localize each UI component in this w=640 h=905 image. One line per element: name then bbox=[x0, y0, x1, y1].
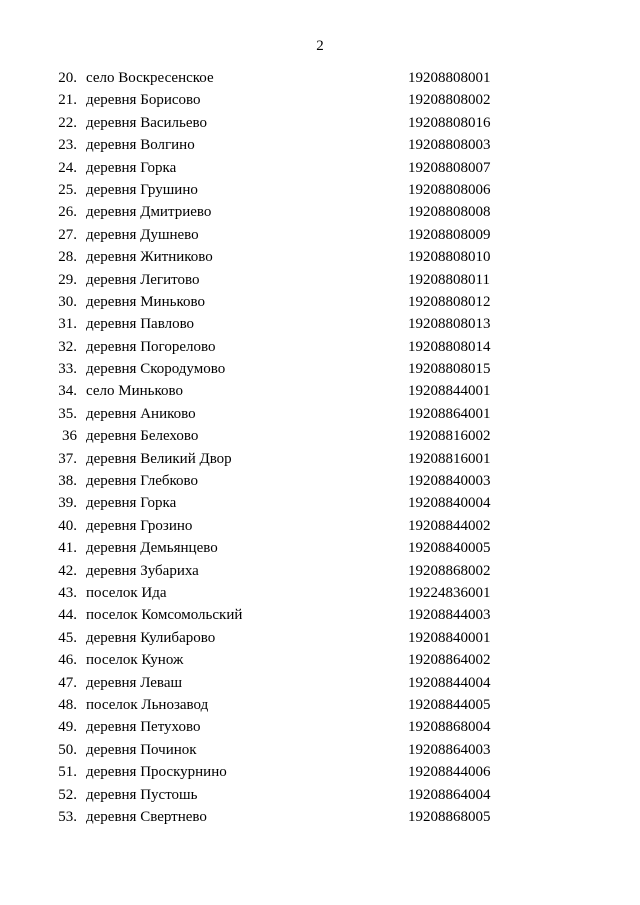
list-item bbox=[0, 67, 640, 89]
list-item bbox=[0, 582, 640, 604]
row-number: 53. bbox=[58, 808, 77, 825]
list-item bbox=[0, 492, 640, 514]
settlement-code: 19208808012 bbox=[408, 293, 491, 310]
settlement-name: деревня Дмитриево bbox=[86, 204, 212, 221]
settlement-name: деревня Грозино bbox=[86, 517, 193, 534]
row-number: 45. bbox=[58, 629, 77, 646]
settlement-name: деревня Зубариха bbox=[86, 562, 199, 579]
list-item bbox=[0, 784, 640, 806]
list-item bbox=[0, 560, 640, 582]
settlement-code: 19208840003 bbox=[408, 473, 491, 490]
row-number: 26. bbox=[58, 204, 77, 221]
settlement-code: 19208808011 bbox=[408, 271, 490, 288]
settlement-code: 19208840004 bbox=[408, 495, 491, 512]
list-item bbox=[0, 313, 640, 335]
list-item bbox=[0, 336, 640, 358]
row-number: 25. bbox=[58, 181, 77, 198]
list-item bbox=[0, 470, 640, 492]
row-number: 35. bbox=[58, 405, 77, 422]
settlement-code: 19208840005 bbox=[408, 540, 491, 557]
settlement-code: 19208868005 bbox=[408, 808, 491, 825]
row-number: 37. bbox=[58, 450, 77, 467]
row-number: 23. bbox=[58, 137, 77, 154]
settlement-code: 19208844002 bbox=[408, 517, 491, 534]
settlement-name: деревня Легитово bbox=[86, 271, 200, 288]
list-item bbox=[0, 134, 640, 156]
list-item bbox=[0, 649, 640, 671]
settlement-code: 19208844001 bbox=[408, 383, 491, 400]
settlement-code: 19208864003 bbox=[408, 741, 491, 758]
settlement-code: 19208864001 bbox=[408, 405, 491, 422]
settlement-name: деревня Душнево bbox=[86, 226, 199, 243]
settlement-name: поселок Комсомольский bbox=[86, 607, 243, 624]
list-item bbox=[0, 694, 640, 716]
settlement-name: деревня Проскурнино bbox=[86, 764, 227, 781]
list-item bbox=[0, 358, 640, 380]
row-number: 41. bbox=[58, 540, 77, 557]
settlement-code: 19208808001 bbox=[408, 70, 491, 86]
settlement-name: деревня Волгино bbox=[86, 137, 195, 154]
row-number: 39. bbox=[58, 495, 77, 512]
settlement-name: деревня Леваш bbox=[86, 674, 183, 691]
settlement-code: 19208844005 bbox=[408, 696, 491, 713]
row-number: 43. bbox=[58, 584, 77, 601]
settlement-name: деревня Васильево bbox=[86, 114, 208, 131]
row-number: 44. bbox=[58, 607, 77, 624]
settlement-name: деревня Житниково bbox=[86, 249, 213, 266]
settlement-name: деревня Горка bbox=[86, 495, 177, 512]
settlement-code: 19208844003 bbox=[408, 607, 491, 624]
settlement-name: деревня Великий Двор bbox=[86, 450, 232, 467]
row-number: 24. bbox=[58, 159, 77, 176]
settlement-code: 19208808013 bbox=[408, 316, 491, 333]
settlement-name: поселок Ида bbox=[86, 584, 167, 601]
settlement-code: 19224836001 bbox=[408, 584, 491, 601]
list-item bbox=[0, 425, 640, 447]
settlement-name: деревня Борисово bbox=[86, 92, 201, 109]
settlement-name: деревня Петухово bbox=[86, 719, 201, 736]
row-number: 42. bbox=[58, 562, 77, 579]
list-item bbox=[0, 112, 640, 134]
row-number: 48. bbox=[58, 696, 77, 713]
list-item bbox=[0, 224, 640, 246]
list-item bbox=[0, 380, 640, 402]
settlement-list bbox=[0, 67, 640, 828]
list-item bbox=[0, 246, 640, 268]
settlement-code: 19208816001 bbox=[408, 450, 491, 467]
settlement-name: деревня Свертнево bbox=[86, 808, 207, 825]
list-item bbox=[0, 403, 640, 425]
settlement-code: 19208816002 bbox=[408, 428, 491, 445]
row-number: 31. bbox=[58, 316, 77, 333]
settlement-name: деревня Аниково bbox=[86, 405, 196, 422]
list-item bbox=[0, 201, 640, 223]
list-item bbox=[0, 627, 640, 649]
row-number: 46. bbox=[58, 652, 77, 669]
list-item bbox=[0, 515, 640, 537]
list-item bbox=[0, 179, 640, 201]
settlement-code: 19208808008 bbox=[408, 204, 491, 221]
row-number: 30. bbox=[58, 293, 77, 310]
list-item bbox=[0, 291, 640, 313]
list-item bbox=[0, 672, 640, 694]
row-number: 32. bbox=[58, 338, 77, 355]
settlement-code: 19208868004 bbox=[408, 719, 491, 736]
settlement-code: 19208844006 bbox=[408, 764, 491, 781]
list-item bbox=[0, 157, 640, 179]
row-number: 47. bbox=[58, 674, 77, 691]
settlement-code: 19208808007 bbox=[408, 159, 491, 176]
settlement-code: 19208808014 bbox=[408, 338, 491, 355]
list-item bbox=[0, 537, 640, 559]
row-number: 36 bbox=[62, 428, 77, 445]
settlement-name: деревня Починок bbox=[86, 741, 197, 758]
row-number: 40. bbox=[58, 517, 77, 534]
settlement-code: 19208864002 bbox=[408, 652, 491, 669]
row-number: 33. bbox=[58, 361, 77, 378]
list-item bbox=[0, 89, 640, 111]
settlement-name: деревня Миньково bbox=[86, 293, 205, 310]
settlement-code: 19208808003 bbox=[408, 137, 491, 154]
row-number: 49. bbox=[58, 719, 77, 736]
list-item bbox=[0, 269, 640, 291]
settlement-code: 19208868002 bbox=[408, 562, 491, 579]
settlement-code: 19208808010 bbox=[408, 249, 491, 266]
settlement-code: 19208808015 bbox=[408, 361, 491, 378]
row-number: 22. bbox=[58, 114, 77, 131]
list-item bbox=[0, 448, 640, 470]
row-number: 29. bbox=[58, 271, 77, 288]
settlement-name: деревня Пустошь bbox=[86, 786, 198, 803]
row-number: 52. bbox=[58, 786, 77, 803]
list-item bbox=[0, 604, 640, 626]
row-number: 21. bbox=[58, 92, 77, 109]
settlement-code: 19208864004 bbox=[408, 786, 491, 803]
settlement-code: 19208808009 bbox=[408, 226, 491, 243]
row-number: 50. bbox=[58, 741, 77, 758]
row-number: 20. bbox=[58, 70, 77, 86]
settlement-code: 19208844004 bbox=[408, 674, 491, 691]
settlement-name: деревня Погорелово bbox=[86, 338, 216, 355]
settlement-name: деревня Демьянцево bbox=[86, 540, 218, 557]
settlement-name: село Миньково bbox=[86, 383, 183, 400]
settlement-name: деревня Грушино bbox=[86, 181, 198, 198]
settlement-name: поселок Льнозавод bbox=[86, 696, 209, 713]
settlement-name: деревня Горка bbox=[86, 159, 177, 176]
settlement-name: деревня Кулибарово bbox=[86, 629, 216, 646]
row-number: 28. bbox=[58, 249, 77, 266]
settlement-name: деревня Глебково bbox=[86, 473, 199, 490]
settlement-name: село Воскресенское bbox=[86, 70, 214, 86]
list-item bbox=[0, 761, 640, 783]
settlement-code: 19208808006 bbox=[408, 181, 491, 198]
settlement-name: деревня Павлово bbox=[86, 316, 195, 333]
page-number: 2 bbox=[316, 38, 324, 54]
settlement-code: 19208840001 bbox=[408, 629, 491, 646]
list-item bbox=[0, 806, 640, 828]
list-item bbox=[0, 739, 640, 761]
settlement-name: деревня Белехово bbox=[86, 428, 199, 445]
row-number: 27. bbox=[58, 226, 77, 243]
list-item bbox=[0, 716, 640, 738]
settlement-code: 19208808016 bbox=[408, 114, 491, 131]
settlement-code: 19208808002 bbox=[408, 92, 491, 109]
row-number: 51. bbox=[58, 764, 77, 781]
row-number: 34. bbox=[58, 383, 77, 400]
settlement-name: поселок Кунож bbox=[86, 652, 184, 669]
settlement-name: деревня Скородумово bbox=[86, 361, 226, 378]
row-number: 38. bbox=[58, 473, 77, 490]
